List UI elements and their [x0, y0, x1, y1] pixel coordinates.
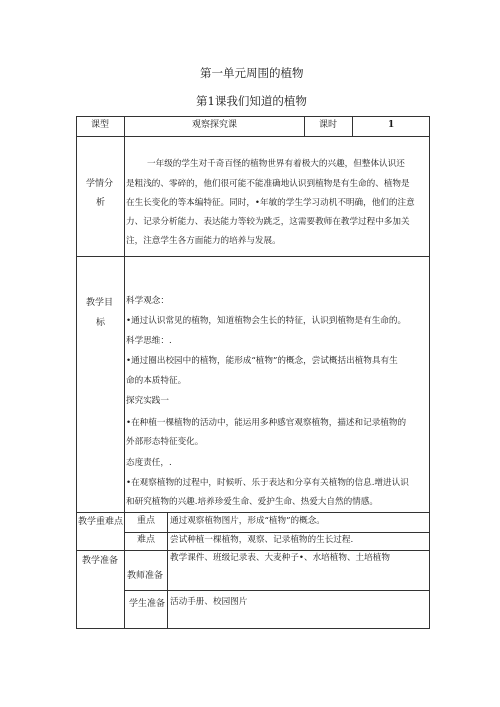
- row-divider-goals: [76, 512, 430, 513]
- goals-line-1: 科学观念：: [126, 296, 169, 306]
- goals-line-9: 态度责任，.: [126, 458, 172, 468]
- table-border-top: [76, 116, 430, 117]
- row-divider-teacher-prep: [124, 590, 430, 591]
- hours-label: 课时: [319, 120, 338, 130]
- row-divider-keypoint: [124, 532, 430, 533]
- hours-value: 1: [388, 120, 395, 130]
- key-point-label: 重点: [137, 516, 156, 526]
- difficulty-label: 难点: [137, 535, 156, 545]
- teacher-prep-value: 教学课件、班级记录表、大麦种子•、水培植物、土培植物: [170, 553, 390, 563]
- goals-line-6: 探究实践一: [126, 396, 169, 406]
- goals-label-cont: 标: [96, 318, 106, 328]
- goals-line-5: 命的本质特征。: [126, 376, 187, 386]
- analysis-line-3: 在生长变化的等本编特征。同时，•年敏的学生学习动机不明确，他们的注意: [126, 198, 415, 208]
- student-prep-label: 学生准备: [129, 599, 166, 609]
- goals-line-8: 外部形态特征变化。: [126, 437, 204, 447]
- table-border-bottom: [76, 628, 430, 629]
- analysis-line-2: 是粗浅的、零碎的，他们很可能不能准确地认识到植物是有生命的、植物是: [126, 179, 410, 189]
- key-points-label: 教学重难点: [78, 517, 124, 527]
- difficulty-value: 尝试种植一棵植物，观察、记录植物的生长过程.: [170, 535, 354, 545]
- goals-line-10: •在观察植物的过程中，时候听、乐于表达和分享有关植物的信息.增进认识: [126, 478, 409, 488]
- analysis-label-cont: 析: [96, 198, 106, 208]
- teacher-prep-label: 教师准备: [127, 571, 164, 581]
- type-value: 观察探究课: [192, 120, 238, 130]
- col-divider-label: [124, 116, 125, 629]
- key-point-value: 通过观察植物图片，形成“植物”的概念。: [170, 516, 325, 526]
- col-divider-sub: [167, 512, 168, 629]
- goals-line-4: •通过圈出校园中的植物，能形成“植物”的概念，尝试概括出植物具有生: [126, 356, 398, 366]
- goals-line-3: 科学思维：.: [126, 336, 172, 346]
- prep-label: 教学准备: [82, 556, 119, 566]
- table-border-right: [429, 116, 430, 629]
- student-prep-value: 活动手册、校园图片: [170, 597, 248, 607]
- analysis-line-1: 一年级的学生对千奇百怪的植物世界有着极大的兴趣，但整体认识还: [147, 159, 405, 169]
- goals-line-2: •通过认识常见的植物，知道植物会生长的特征，认识到植物是有生命的。: [126, 316, 407, 326]
- row-divider-header: [76, 136, 430, 137]
- analysis-line-5: 注，注意学生各方面能力的培养与发展。: [126, 236, 281, 246]
- col-divider-hours-label: [304, 116, 305, 136]
- unit-title: 第一单元周围的植物: [200, 66, 304, 80]
- goals-line-11: 和研究植物的兴趣.培养珍爱生命、爱护生命、热爱大自然的情感。: [126, 497, 378, 507]
- col-divider-hours-value: [352, 116, 353, 136]
- row-divider-difficulty: [76, 550, 430, 551]
- type-label: 课型: [91, 120, 110, 130]
- analysis-label: 学情分: [86, 179, 114, 189]
- lesson-title: 第1课我们知道的植物: [196, 94, 307, 108]
- goals-line-7: •在种植一棵植物的活动中，能运用多种感官观察植物，描述和记录植物的: [126, 418, 407, 428]
- goals-label: 教学目: [86, 298, 114, 308]
- table-border-left: [76, 116, 77, 629]
- analysis-line-4: 力、记录分析能力、表达能力等较为跳乏，这需要教师在教学过程中多加关: [126, 217, 410, 227]
- row-divider-analysis: [76, 256, 430, 257]
